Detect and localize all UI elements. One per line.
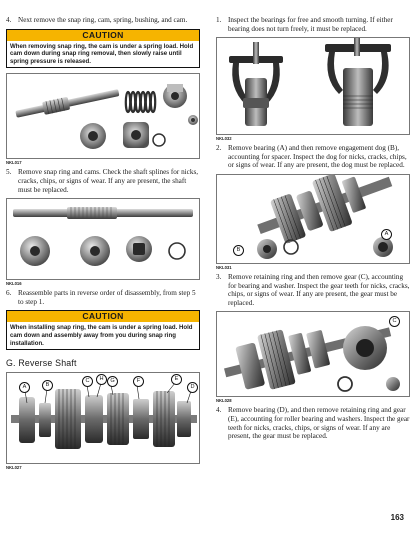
step-2-right <box>216 144 410 170</box>
step-text: Reassemble parts in reverse order of disassembly, from step 5 to step 1. <box>18 289 196 306</box>
callout-label: B <box>42 380 53 391</box>
caution-title: CAUTION <box>7 311 199 322</box>
callout-label: C <box>82 376 93 387</box>
figure-reverse-shaft <box>6 372 200 471</box>
figure-gear-c <box>216 311 410 404</box>
step-text: Remove snap ring and cams. Check the shaft splines for nicks, cracks, chips, or signs of wear. If any are present, the shaft must be replaced. <box>18 168 199 194</box>
step-number: 5. <box>6 168 12 177</box>
caution-box-removal <box>6 29 200 69</box>
right-column <box>216 16 410 441</box>
figure-id: NKL027 <box>6 465 22 471</box>
shaft-parts-illustration <box>7 74 201 158</box>
step-number: 4. <box>216 406 222 415</box>
step-number: 3. <box>216 272 222 281</box>
step-text: Remove bearing (D), and then remove retaining ring and gear (E), accounting for roller bearing and washers. Inspect the gear teeth for nicks, cracks, chips, or signs of wear. If any are present, the gear must be replaced. <box>228 406 410 441</box>
page-number: 163 <box>390 513 404 522</box>
callout-label: B <box>233 245 244 256</box>
caution-title: CAUTION <box>7 30 199 41</box>
step-text: Next remove the snap ring, cam, spring, bushing, and cam. <box>18 16 188 24</box>
caution-text: When removing snap ring, the cam is under a spring load. Hold cam down during snap ring removal, then slowly raise until spring pressure is released. <box>10 42 194 65</box>
step-4-left <box>6 16 200 25</box>
callout-label: F <box>133 376 144 387</box>
section-heading: G. Reverse Shaft <box>6 358 77 369</box>
figure-id: NKL032 <box>216 136 232 142</box>
callout-label: C <box>389 316 400 327</box>
caution-text: When installing snap ring, the cam is under a spring load. Hold cam down and assembly away from you during snap ring installation. <box>10 324 193 347</box>
figure-id: NKL031 <box>216 264 232 270</box>
figure-shaft-parts <box>6 73 200 166</box>
step-4-right <box>216 406 410 440</box>
figure-id: NKL016 <box>6 281 22 287</box>
step-6-left <box>6 289 200 306</box>
caution-box-installation <box>6 310 200 350</box>
bearing-pullers-illustration <box>217 38 411 134</box>
gear-c-illustration <box>217 312 411 396</box>
figure-id: NKL028 <box>216 398 232 404</box>
step-number: 1. <box>216 16 222 24</box>
figure-bearing-pullers <box>216 37 410 142</box>
left-column <box>6 16 200 471</box>
step-text: Remove bearing (A) and then remove engagement dog (B), accounting for spacer. Inspect the dog for nicks, cracks, chips, or signs of wear. If any are present, the dog must be replaced. <box>228 144 407 170</box>
figure-id: NKL017 <box>6 160 22 166</box>
callout-label: G <box>107 376 118 387</box>
callout-label: D <box>187 382 198 393</box>
figure-shaft-and-cams <box>6 198 200 287</box>
step-number: 4. <box>6 16 12 24</box>
callout-label: A <box>19 382 30 393</box>
callout-label: A <box>381 229 392 240</box>
callout-label: H <box>96 374 107 385</box>
figure-engagement-dog <box>216 174 410 270</box>
step-text: Inspect the bearings for free and smooth turning. If either bearing does not turn freely, it must be replaced. <box>228 16 393 33</box>
engagement-dog-illustration <box>217 175 411 263</box>
step-5-left <box>6 168 200 194</box>
step-3-right <box>216 273 410 307</box>
step-1-right <box>216 16 410 33</box>
step-number: 2. <box>216 144 222 153</box>
callout-label: E <box>171 374 182 385</box>
step-text: Remove retaining ring and then remove gear (C), accounting for bearing and washer. Inspect the gear teeth for nicks, cracks, chips, or signs of wear. If any are present, the gear must be replaced. <box>228 272 410 307</box>
step-number: 6. <box>6 289 12 298</box>
shaft-and-cams-illustration <box>7 199 201 279</box>
reverse-shaft-illustration <box>7 373 201 463</box>
